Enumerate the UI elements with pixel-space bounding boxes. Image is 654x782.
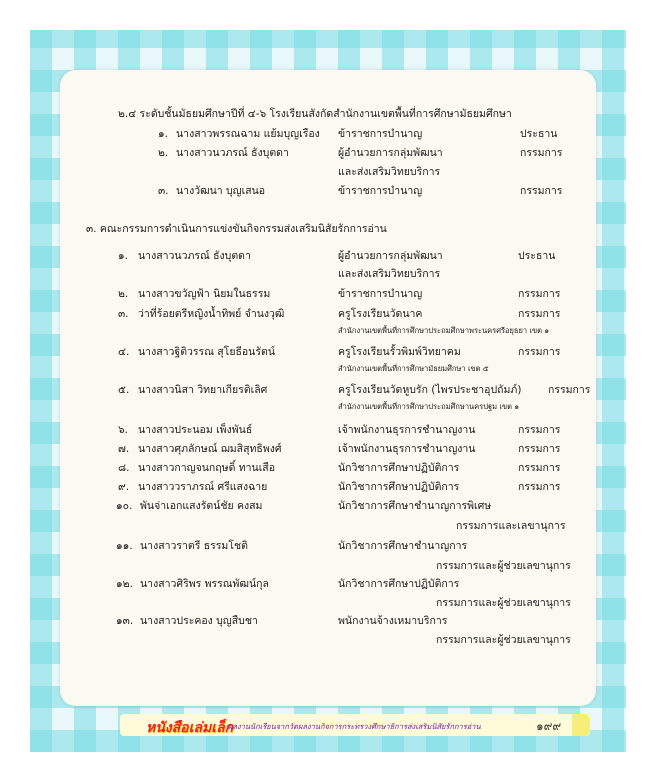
- row-name: นางสาวกาญจนกฤษดิ์ ทานเสือ: [138, 462, 276, 474]
- row-no: ๒.: [158, 147, 169, 159]
- row-name: นางสาวนวภรณ์ ธังบุตดา: [138, 250, 251, 262]
- row-position-cont: และส่งเสริมวิทยบริการ: [338, 166, 441, 178]
- row-affiliation: สำนักงานเขตพื้นที่การศึกษาประถมศึกษานครปฐม เขต ๑: [338, 402, 520, 411]
- row-name: นางสาวพรรณฉาม แย้มบุญเรือง: [176, 128, 320, 140]
- row-no: ๘.: [118, 462, 130, 474]
- row-role: กรรมการและผู้ช่วยเลขานุการ: [436, 634, 571, 646]
- row-role: กรรมการ: [518, 288, 561, 300]
- row-name: นางสาวศิริพร พรรณพัฒน์กุล: [140, 578, 269, 590]
- row-role: กรรมการ: [520, 147, 563, 159]
- row-role: กรรมการ: [518, 443, 561, 455]
- row-no: ๑๐.: [116, 500, 133, 512]
- row-name: นางสาวนิสา วิทยาเกียรติเลิศ: [138, 384, 268, 396]
- row-role: ประธาน: [518, 250, 556, 262]
- row-no: ๑.: [158, 128, 169, 140]
- row-name: นางสาวฐิติวรรณ สุโยธีอนรัตน์: [138, 346, 275, 358]
- row-no: ๑๒.: [116, 578, 133, 590]
- row-role: กรรมการ: [548, 384, 591, 396]
- row-position: ข้าราชการบำนาญ: [338, 288, 423, 300]
- row-position: นักวิชาการศึกษาชำนาญการพิเศษ: [338, 500, 492, 512]
- row-no: ๖.: [118, 424, 129, 436]
- row-no: ๒.: [118, 288, 129, 300]
- row-position: ผู้อำนวยการกลุ่มพัฒนา: [338, 147, 443, 159]
- row-no: ๗.: [118, 443, 130, 455]
- row-name: นางสาวขวัญฟ้า นิยมในธรรม: [138, 288, 271, 300]
- row-affiliation: สำนักงานเขตพื้นที่การศึกษามัธยมศึกษา เขต ๕: [338, 364, 489, 373]
- row-no: ๑.: [118, 250, 129, 262]
- row-position: ครูโรงเรียนวัดหูบรัก (ไพรประชาอุปถัมภ์): [338, 384, 522, 396]
- row-role: กรรมการและผู้ช่วยเลขานุการ: [436, 597, 571, 609]
- row-name: นางสาววราภรณ์ ศรีแสงฉาย: [138, 481, 268, 493]
- row-position: ครูโรงเรียนรั้วพิมพ์วิทยาคม: [338, 346, 461, 358]
- row-name: ว่าที่ร้อยตรีหญิงน้ำทิพย์ จำนงวุฒิ: [138, 308, 285, 320]
- row-no: ๙.: [118, 481, 130, 493]
- row-name: นางสาวราตรี ธรรมโชติ: [140, 540, 248, 552]
- row-position: ผู้อำนวยการกลุ่มพัฒนา: [338, 250, 443, 262]
- footer-brand: หนังสือเล่มเล็ก: [146, 720, 234, 736]
- row-no: ๓.: [158, 185, 169, 197]
- row-position: เจ้าพนักงานธุรการชำนาญงาน: [338, 443, 476, 455]
- row-name: นางสาวนวภรณ์ ธังบุตดา: [176, 147, 289, 159]
- section-2-4-heading: ๒.๔ ระดับชั้นมัธยมศึกษาปีที่ ๔-๖ โรงเรียนสังกัดสำนักงานเขตพื้นที่การศึกษามัธยมศึกษา: [118, 108, 512, 120]
- row-position: ครูโรงเรียนวัดนาค: [338, 308, 423, 320]
- row-position: ข้าราชการบำนาญ: [338, 128, 423, 140]
- row-position: นักวิชาการศึกษาปฏิบัติการ: [338, 578, 460, 590]
- row-role: กรรมการ: [518, 308, 561, 320]
- row-position: ข้าราชการบำนาญ: [338, 185, 423, 197]
- row-name: พันจ่าเอกแสงรัตน์ชัย คงสม: [140, 500, 263, 512]
- row-no: ๑๑.: [116, 540, 133, 552]
- row-position-cont: และส่งเสริมวิทยบริการ: [338, 268, 441, 280]
- row-role: กรรมการ: [520, 185, 563, 197]
- row-position: นักวิชาการศึกษาปฏิบัติการ: [338, 481, 460, 493]
- row-no: ๔.: [118, 346, 130, 358]
- row-position: เจ้าพนักงานธุรการชำนาญงาน: [338, 424, 476, 436]
- row-name: นางวัฒนา บุญเสนอ: [176, 185, 266, 197]
- row-role: ประธาน: [520, 128, 558, 140]
- row-name: นางสาวประคอง บุญสืบชา: [140, 615, 258, 627]
- row-role: กรรมการ: [518, 462, 561, 474]
- row-position: พนักงานจ้างเหมาบริการ: [338, 615, 448, 627]
- row-position: นักวิชาการศึกษาชำนาญการ: [338, 540, 468, 552]
- row-role: กรรมการและเลขานุการ: [456, 520, 566, 532]
- page-number: ๑๙๙: [536, 719, 562, 733]
- row-role: กรรมการ: [518, 346, 561, 358]
- row-name: นางสาวประนอม เพ็งพันธ์: [138, 424, 253, 436]
- page-tab: [572, 714, 590, 736]
- section-3-heading: ๓. คณะกรรมการดำเนินการแข่งขันกิจกรรมส่งเสริมนิสัยรักการอ่าน: [86, 223, 387, 235]
- row-position: นักวิชาการศึกษาปฏิบัติการ: [338, 462, 460, 474]
- row-role: กรรมการ: [518, 424, 561, 436]
- row-role: กรรมการและผู้ช่วยเลขานุการ: [436, 560, 571, 572]
- row-role: กรรมการ: [518, 481, 561, 493]
- footer-subtitle: ผลงานนักเรียนจากวัดผลงานกิจการกระทรวงศึกษาธิการส่งเสริมนิสัยรักการอ่าน: [228, 722, 481, 731]
- row-affiliation: สำนักงานเขตพื้นที่การศึกษาประถมศึกษาพระนครศรีอยุธยา เขต ๑: [338, 326, 550, 335]
- row-no: ๓.: [118, 308, 129, 320]
- row-no: ๕.: [118, 384, 130, 396]
- row-no: ๑๓.: [116, 615, 134, 627]
- row-name: นางสาวศุภลักษณ์ ฌมสิสุทธิพงศ์: [138, 443, 282, 455]
